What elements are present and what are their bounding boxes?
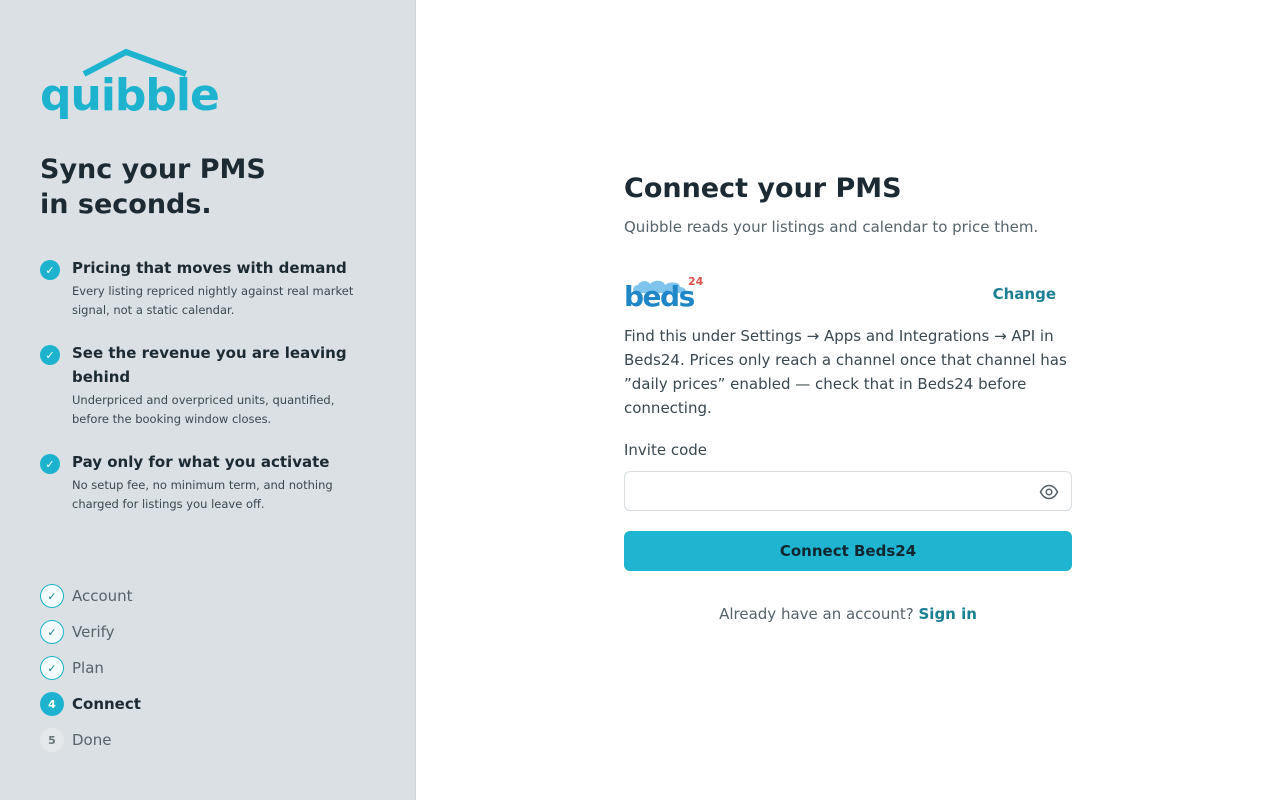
- feature-description: Underpriced and overpriced units, quantified, before the booking window closes.: [72, 393, 335, 426]
- check-icon: ✓: [40, 345, 60, 365]
- sidebar: [0, 0, 416, 800]
- sidebar-headline: [40, 152, 370, 222]
- signin-prompt: Already have an account?: [719, 605, 914, 623]
- step-label: Done: [72, 731, 112, 749]
- check-icon: ✓: [40, 260, 60, 280]
- beds24-logo: [624, 277, 704, 311]
- quibble-logo: [40, 48, 219, 122]
- connect-pms-panel: [624, 170, 1072, 623]
- step-check-icon: ✓: [40, 656, 64, 680]
- page-subtitle: Quibble reads your listings and calendar to price them.: [624, 218, 1039, 236]
- signin-row: [624, 605, 1072, 623]
- step-label: Account: [72, 587, 133, 605]
- feature-item: [40, 341, 370, 429]
- headline-line-2: in seconds.: [40, 189, 212, 220]
- change-pms-link[interactable]: Change: [992, 285, 1056, 303]
- step-label: Verify: [72, 623, 115, 641]
- feature-description: Every listing repriced nightly against real market signal, not a static calendar.: [72, 284, 354, 317]
- step-number-badge: 4: [40, 692, 64, 716]
- beds24-wordmark: beds: [624, 280, 694, 313]
- feature-title: Pricing that moves with demand: [72, 259, 347, 277]
- invite-code-input[interactable]: [625, 472, 1071, 510]
- feature-title: See the revenue you are leaving behind: [72, 344, 347, 386]
- step-verify: [40, 620, 115, 644]
- step-check-icon: ✓: [40, 620, 64, 644]
- signin-link[interactable]: Sign in: [918, 605, 977, 623]
- invite-code-field: [624, 471, 1072, 511]
- feature-item: [40, 450, 370, 514]
- check-icon: ✓: [40, 454, 60, 474]
- step-account: [40, 584, 133, 608]
- step-connect: [40, 692, 141, 716]
- help-text: Find this under Settings → Apps and Integrations → API in Beds24. Prices only reach a channel once that channel has ”daily prices” enabled — check that in Beds24 before connecting.: [624, 327, 1067, 417]
- feature-item: [40, 256, 370, 320]
- logo-wordmark: quibble: [40, 70, 219, 121]
- page-title: Connect your PMS: [624, 173, 902, 204]
- feature-title: Pay only for what you activate: [72, 453, 330, 471]
- headline-line-1: Sync your PMS: [40, 154, 266, 185]
- beds24-badge: 24: [688, 275, 704, 288]
- eye-icon[interactable]: [1039, 483, 1059, 501]
- step-number-badge: 5: [40, 728, 64, 752]
- step-label: Plan: [72, 659, 104, 677]
- step-label: Connect: [72, 695, 141, 713]
- connect-beds24-button[interactable]: Connect Beds24: [624, 531, 1072, 571]
- selected-pms-row: [624, 276, 1072, 312]
- step-done: [40, 728, 111, 752]
- step-plan: [40, 656, 104, 680]
- invite-code-label: Invite code: [624, 441, 708, 459]
- step-check-icon: ✓: [40, 584, 64, 608]
- feature-description: No setup fee, no minimum term, and nothing charged for listings you leave off.: [72, 478, 333, 511]
